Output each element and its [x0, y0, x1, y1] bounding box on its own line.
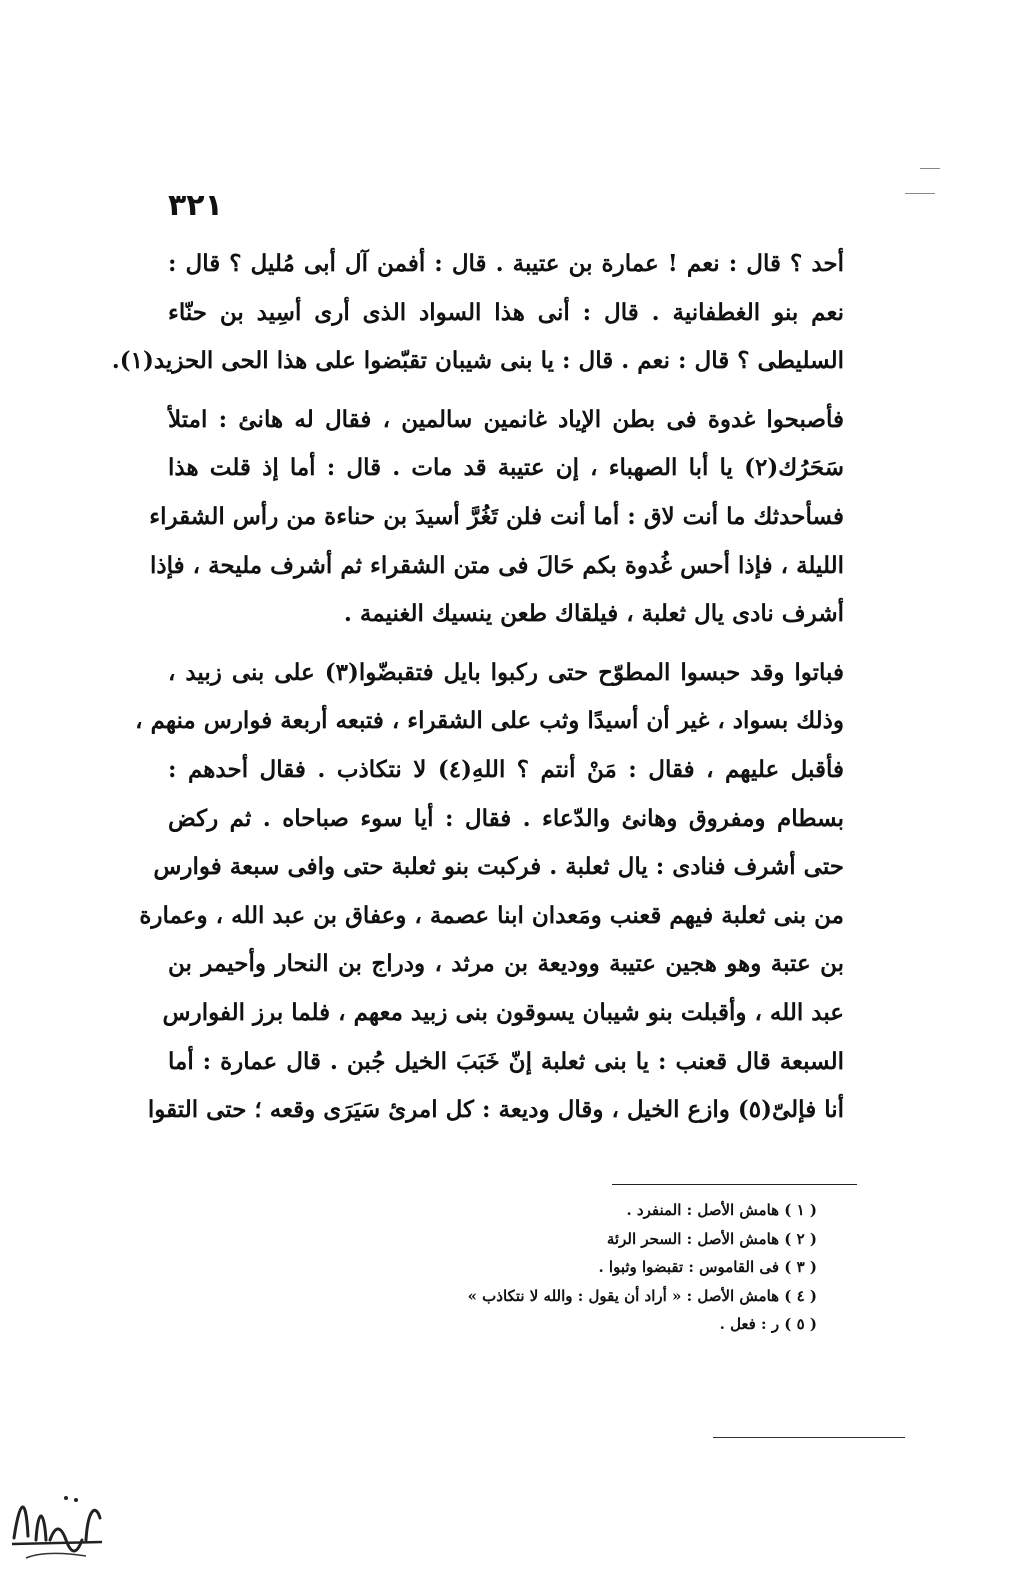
text-line: فأقبل عليهم ، فقال : مَنْ أنتم ؟ اللهِ(٤) لا نتكاذب . فقال أحدهم : — [168, 755, 844, 783]
bottom-rule — [713, 1437, 905, 1438]
text-line: فباتوا وقد حبسوا المطوّح حتى ركبوا بايل فتقبضّوا(٣) على بنى زبيد ، — [168, 658, 844, 686]
footnote-separator — [612, 1184, 857, 1185]
text-line: من بنى ثعلبة فيهم قعنب ومَعدان ابنا عصمة ، وعفاق بن عبد الله ، وعمارة — [139, 901, 844, 929]
main-text — [111, 240, 844, 1135]
text-line: عبد الله ، وأقبلت بنو شيبان يسوقون بنى زبيد معهم ، فلما برز الفوارس — [162, 998, 844, 1026]
text-line: الليلة ، فإذا أحس غُدوة بكم حَالَ فى متن الشقراء ثم أشرف مليحة ، فإذا — [150, 551, 844, 579]
calligraphy-stamp-icon — [6, 1478, 106, 1570]
footnote: ( ١ ) هامش الأصل : المنفرد . — [626, 1201, 817, 1219]
text-line: أنا فإلىّ(٥) وازع الخيل ، وقال وديعة : كل امرئ سَيَرَى وقعه ؛ حتى التقوا — [147, 1096, 844, 1124]
footnote: ( ٣ ) فى القاموس : تقبضوا وثبوا . — [598, 1258, 817, 1276]
page-number: ٣٢١ — [168, 188, 223, 223]
scan-edge-mark — [920, 168, 940, 169]
text-line: سَحَرُك(٢) يا أبا الصهباء ، إن عتيبة قد مات . قال : أما إذ قلت هذا — [168, 454, 844, 482]
text-line: فأصبحوا غدوة فى بطن الإياد غانمين سالمين ، فقال له هانئ : امتلأ — [168, 405, 844, 433]
footnotes — [387, 1196, 817, 1339]
text-line: بن عتبة وهو هجين عتيبة ووديعة بن مرثد ، ودراج بن النحار وأحيمر بن — [168, 950, 844, 978]
text-line: السبعة قال قعنب : يا بنى ثعلبة إنّ خَبَبَ الخيل جُبن . قال عمارة : أما — [168, 1047, 844, 1075]
footnote: ( ٥ ) ر : فعل . — [719, 1315, 817, 1333]
text-line: أشرف نادى يال ثعلبة ، فيلقاك طعن ينسيك الغنيمة . — [343, 600, 844, 628]
library-stamp — [6, 1478, 106, 1570]
text-line: فسأحدثك ما أنت لاق : أما أنت فلن تَغُرَّ أسيدَ بن حناءة من رأس الشقراء — [149, 502, 844, 530]
footnote: ( ٢ ) هامش الأصل : السحر الرئة — [606, 1229, 817, 1248]
text-line: السليطى ؟ قال : نعم . قال : يا بنى شيبان تقبّضوا على هذا الحى الحزيد(١). — [111, 347, 844, 375]
footnote: ( ٤ ) هامش الأصل : « أراد أن يقول : والله لا نتكاذب » — [467, 1286, 817, 1305]
scan-edge-mark — [905, 193, 935, 194]
text-line: نعم بنو الغطفانية . قال : أنى هذا السواد الذى أرى أسِيد بن حنّاء — [168, 298, 844, 326]
text-line: أحد ؟ قال : نعم ! عمارة بن عتيبة . قال : أفمن آل أبى مُليل ؟ قال : — [168, 250, 844, 277]
text-line: وذلك بسواد ، غير أن أسيدًا وثب على الشقراء ، فتبعه أربعة فوارس منهم ، — [135, 707, 844, 735]
text-line: بسطام ومفروق وهانئ والدّعاء . فقال : أيا سوء صباحاه . ثم ركض — [168, 804, 844, 832]
text-line: حتى أشرف فنادى : يال ثعلبة . فركبت بنو ثعلبة حتى وافى سبعة فوارس — [153, 853, 844, 881]
